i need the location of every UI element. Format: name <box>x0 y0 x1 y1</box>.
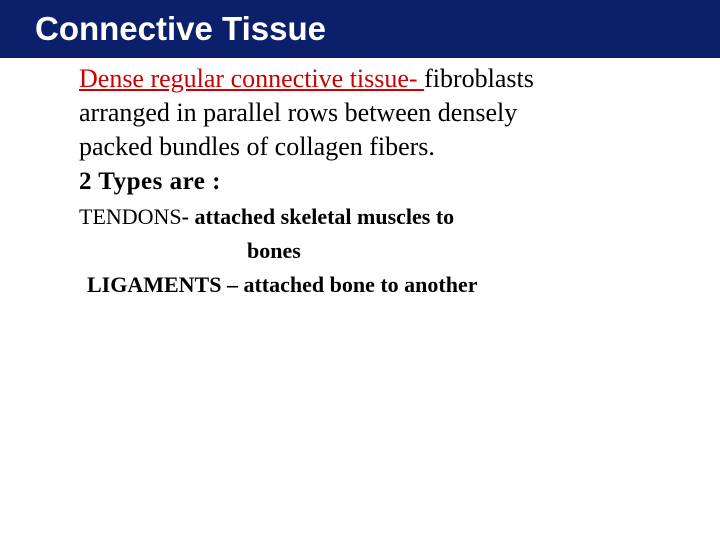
tendons-description: - attached skeletal muscles to <box>181 204 455 229</box>
ligaments-line: LIGAMENTS – attached bone to another <box>87 272 478 297</box>
term-dense-regular: Dense regular connective tissue- <box>79 64 425 93</box>
definition-line-3: packed bundles of collagen fibers. <box>79 132 435 161</box>
types-heading: 2 Types are : <box>79 168 221 195</box>
definition-line-1 <box>79 62 699 96</box>
slide-title: Connective Tissue <box>0 0 720 58</box>
definition-line-2: arranged in parallel rows between densely <box>79 98 518 127</box>
tendons-description-cont: bones <box>247 238 301 263</box>
slide-body <box>79 62 699 302</box>
tendons-line <box>79 200 699 234</box>
definition-text-1: fibroblasts <box>424 64 534 93</box>
tendons-label: TENDONS <box>79 204 182 229</box>
